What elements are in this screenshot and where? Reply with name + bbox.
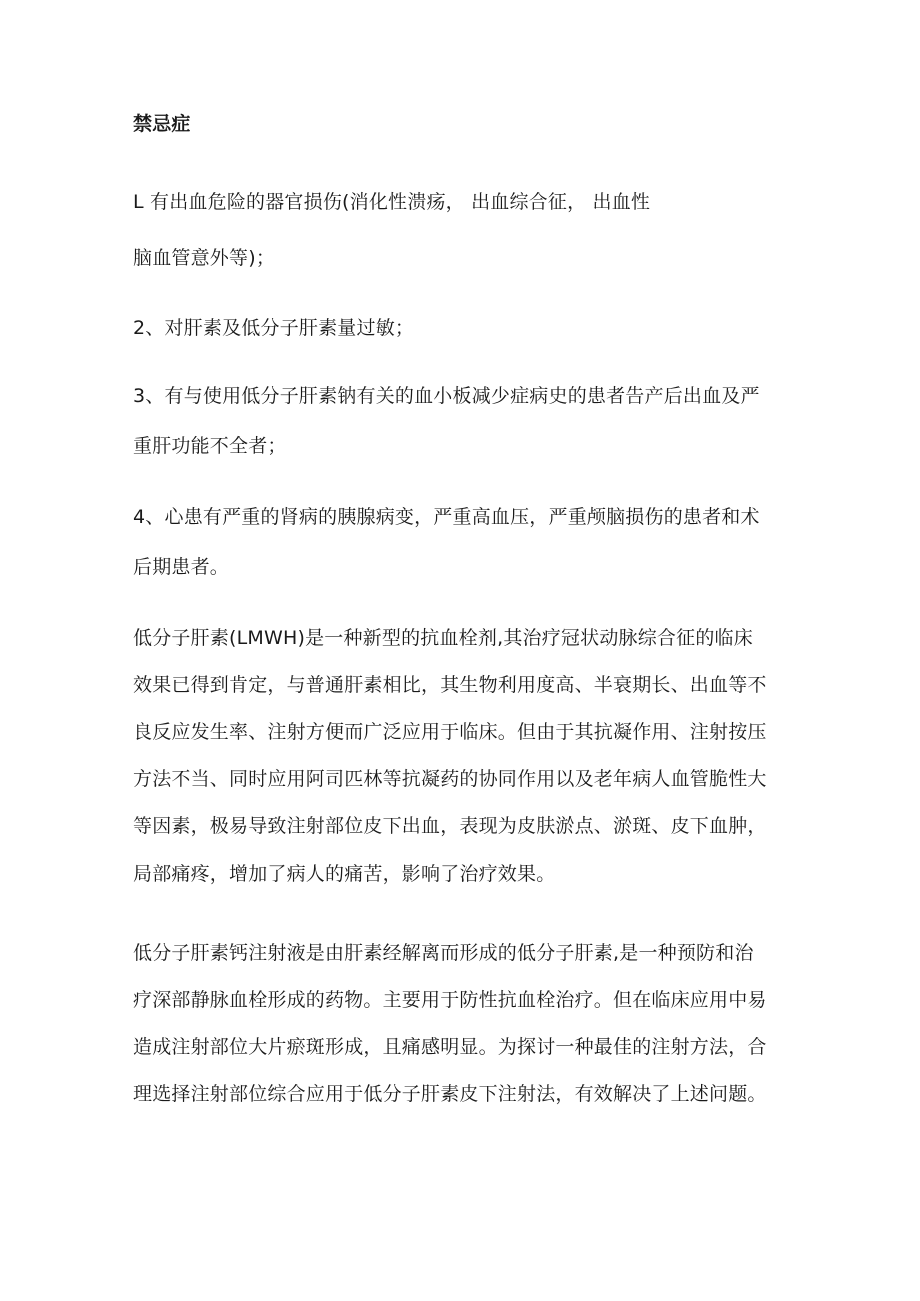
text-line: 2、对肝素及低分子肝素量过敏； [133,317,415,339]
text-line: 效果已得到肯定，与普通肝素相比，其生物利用度高、半衰期长、出血等不 [133,674,767,696]
text-line: 疗深部静脉血栓形成的药物。主要用于防性抗血栓治疗。但在临床应用中易 [133,989,767,1011]
text-line: 理选择注射部位综合应用于低分子肝素皮下注射法，有效解决了上述问题。 [133,1083,767,1105]
section-heading: 禁忌症 [133,113,191,135]
text-line: 局部痛疼，增加了病人的痛苦，影响了治疗效果。 [133,863,556,885]
text-line: 重肝功能不全者； [133,435,287,457]
text-line: 低分子肝素钙注射液是由肝素经解离而形成的低分子肝素,是一种预防和治 [133,942,754,964]
text-line: 方法不当、同时应用阿司匹林等抗凝药的协同作用以及老年病人血管脆性大 [133,768,767,790]
text-line: 脑血管意外等)； [133,247,276,269]
text-line: 后期患者。 [133,556,230,578]
text-line: 良反应发生率、注射方便而广泛应用于临床。但由于其抗凝作用、注射按压 [133,721,767,743]
text-line: L 有出血危险的器官损伤(消化性溃疡， 出血综合征， 出血性 [133,191,651,213]
text-line: 低分子肝素(LMWH)是一种新型的抗血栓剂,其治疗冠状动脉综合征的临床 [133,627,753,649]
text-line: 4、心患有严重的肾病的胰腺病变，严重高血压，严重颅脑损伤的患者和术 [133,506,760,528]
text-line: 等因素，极易导致注射部位皮下出血，表现为皮肤淤点、淤斑、皮下血肿， [133,815,767,837]
text-line: 造成注射部位大片瘀斑形成，且痛感明显。为探讨一种最佳的注射方法，合 [133,1036,767,1058]
text-line: 3、有与使用低分子肝素钠有关的血小板减少症病史的患者告产后出血及严 [133,385,760,407]
